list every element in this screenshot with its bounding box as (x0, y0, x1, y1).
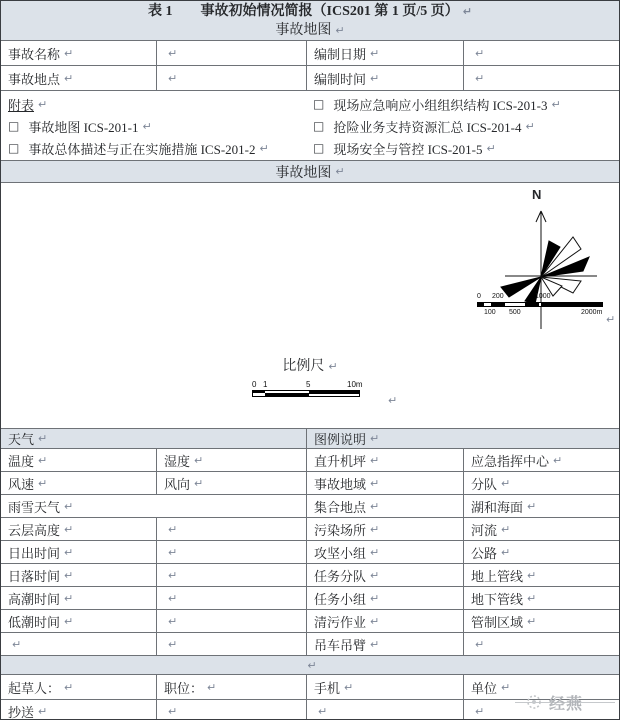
weather-value-cell[interactable] (156, 541, 306, 563)
return-mark: ↵ (606, 313, 616, 326)
return-mark: ↵ (64, 568, 74, 582)
table-row-incident-location (1, 66, 619, 91)
cc-field[interactable] (156, 700, 306, 720)
weather-value-cell[interactable] (156, 472, 306, 494)
legend-cell (306, 472, 463, 494)
attachment-item-ics-201-2: □ 事故总体描述与正在实施措施 ICS-201-2 ↵ (8, 141, 269, 157)
table-row (1, 633, 619, 656)
return-mark: ↵ (370, 614, 380, 628)
checkbox-icon[interactable]: □ (8, 119, 20, 133)
legend-cell-text: 事故地域 (314, 476, 367, 492)
return-mark: ↵ (64, 499, 74, 513)
attachment-item-ics-201-5: □ 现场安全与管控 ICS-201-5 ↵ (313, 141, 496, 157)
return-mark: ↵ (370, 71, 380, 85)
weather-cell (1, 472, 156, 494)
table-row (1, 587, 619, 610)
table-row-incident-name (1, 41, 619, 66)
return-mark: ↵ (462, 4, 472, 18)
position-label: 职位： ↵ (156, 675, 306, 699)
form-subtitle (1, 21, 619, 40)
return-mark: ↵ (527, 568, 537, 582)
legend-cell (306, 633, 463, 655)
return-mark: ↵ (370, 522, 380, 536)
checkbox-icon[interactable]: □ (313, 119, 325, 133)
return-mark: ↵ (328, 360, 338, 373)
return-mark: ↵ (64, 614, 74, 628)
legend-cell-text: 地下管线 (471, 591, 524, 607)
weather-cell (1, 587, 156, 609)
weather-value-cell[interactable] (156, 449, 306, 471)
legend-cell (463, 472, 619, 494)
return-mark: ↵ (38, 97, 48, 111)
incident-name-label: 事故名称 ↵ (8, 46, 74, 62)
attachment-item-ics-201-4: □ 抢险业务支持资源汇总 ICS-201-4 ↵ (313, 119, 535, 135)
mobile-label: 手机 ↵ (306, 675, 463, 699)
scale-tick-label: 100 (484, 309, 496, 316)
attachments-section (1, 91, 619, 161)
incident-map-band (1, 161, 619, 183)
weather-value-cell[interactable] (156, 564, 306, 586)
scale-tick-label: 0 (477, 293, 481, 300)
legend-cell (463, 495, 619, 517)
return-mark: ↵ (142, 119, 152, 133)
return-mark: ↵ (307, 658, 317, 672)
scale-tick-label: 5 (306, 380, 311, 389)
checkbox-icon[interactable]: □ (8, 141, 20, 155)
return-mark: ↵ (370, 545, 380, 559)
legend-cell-text: 任务分队 (314, 568, 367, 584)
legend-cell-text: 吊车吊臂 (314, 637, 367, 653)
return-mark: ↵ (64, 46, 74, 60)
table-row (1, 518, 619, 541)
weather-cell-text: 高潮时间 (8, 591, 61, 607)
legend-cell (463, 564, 619, 586)
return-mark: ↵ (475, 71, 485, 85)
attachments-heading: 附表 ↵ (8, 97, 48, 113)
return-mark: ↵ (64, 522, 74, 536)
weather-value-cell[interactable] (156, 610, 306, 632)
return-mark: ↵ (335, 165, 345, 178)
watermark-text: 经燕 (549, 696, 584, 713)
return-mark: ↵ (168, 637, 178, 651)
return-mark: ↵ (38, 704, 48, 718)
incident-map-area (1, 183, 619, 429)
return-mark: ↵ (551, 97, 561, 111)
form-header (1, 1, 619, 41)
legend-cell-text: 公路 (471, 545, 498, 561)
weather-value-cell-text: 湿度 (164, 453, 191, 469)
return-mark: ↵ (527, 499, 537, 513)
weather-value-cell[interactable] (156, 587, 306, 609)
legend-cell-text: 湖和海面 (471, 499, 524, 515)
legend-cell (463, 449, 619, 471)
legend-cell-text: 集合地点 (314, 499, 367, 515)
legend-cell-text: 直升机坪 (314, 453, 367, 469)
checkbox-icon[interactable]: □ (313, 141, 325, 155)
legend-cell (306, 495, 463, 517)
scale-tick-label: 500 (509, 309, 521, 316)
weather-legend-grid (1, 449, 619, 656)
legend-cell-text: 应急指挥中心 (471, 453, 550, 469)
return-mark: ↵ (501, 476, 511, 490)
unit-label: 单位 ↵ (463, 675, 619, 699)
return-mark: ↵ (318, 704, 328, 718)
legend-cell-text: 管制区域 (471, 614, 524, 630)
return-mark: ↵ (168, 71, 178, 85)
weather-cell (1, 633, 156, 655)
return-mark: ↵ (370, 499, 380, 513)
legend-cell (306, 564, 463, 586)
separator-band-cell (1, 656, 619, 674)
return-mark: ↵ (475, 637, 485, 651)
legend-band-title: 图例说明 ↵ (306, 429, 619, 448)
return-mark: ↵ (370, 46, 380, 60)
table-row (1, 495, 619, 518)
weather-cell-text: 低潮时间 (8, 614, 61, 630)
weather-cell (1, 610, 156, 632)
weather-cell-text: 日出时间 (8, 545, 61, 561)
return-mark: ↵ (501, 522, 511, 536)
legend-cell (306, 449, 463, 471)
weather-cell-text: 云层高度 (8, 522, 61, 538)
return-mark: ↵ (64, 545, 74, 559)
legend-cell (306, 587, 463, 609)
incident-location-label: 事故地点 ↵ (8, 71, 74, 87)
map-scale-bar (477, 293, 603, 317)
table-row (1, 610, 619, 633)
return-mark: ↵ (527, 614, 537, 628)
return-mark: ↵ (370, 591, 380, 605)
table-row (1, 449, 619, 472)
weather-cell (1, 449, 156, 471)
weather-cell-text: 风速 (8, 476, 35, 492)
scale-legend-title: 比例尺 ↵ (282, 359, 338, 374)
table-row (1, 472, 619, 495)
scale-tick-label: 200 (492, 293, 504, 300)
compass-north-label: N (532, 187, 542, 202)
watermark (515, 689, 615, 715)
return-mark: ↵ (38, 453, 48, 467)
legend-cell (306, 541, 463, 563)
return-mark: ↵ (38, 432, 48, 445)
weather-cell (1, 518, 156, 540)
weather-cell-text: 日落时间 (8, 568, 61, 584)
table-row (1, 541, 619, 564)
scale-tick-label: 1 (263, 380, 268, 389)
weather-cell (1, 495, 306, 517)
weather-legend-band (1, 429, 619, 449)
return-mark: ↵ (194, 476, 204, 490)
return-mark: ↵ (64, 680, 74, 694)
legend-cell (463, 633, 619, 655)
return-mark: ↵ (527, 591, 537, 605)
return-mark: ↵ (475, 46, 485, 60)
weather-cell (1, 541, 156, 563)
return-mark: ↵ (475, 704, 485, 718)
weather-cell-text: 温度 (8, 453, 35, 469)
legend-cell-text: 河流 (471, 522, 498, 538)
weather-value-cell[interactable] (156, 518, 306, 540)
return-mark: ↵ (207, 680, 217, 694)
separator-band (1, 656, 619, 675)
legend-cell-text: 清污作业 (314, 614, 367, 630)
cc-field[interactable] (306, 700, 463, 720)
return-mark: ↵ (370, 453, 380, 467)
prepared-date-label: 编制日期 ↵ (306, 41, 463, 65)
attachments-left-column (1, 91, 306, 160)
return-mark: ↵ (525, 119, 535, 133)
legend-cell-text: 污染场所 (314, 522, 367, 538)
legend-scale-bar (252, 380, 363, 399)
legend-cell-text: 分队 (471, 476, 498, 492)
return-mark: ↵ (370, 568, 380, 582)
return-mark: ↵ (64, 71, 74, 85)
return-mark: ↵ (553, 453, 563, 467)
compass-rose-icon (461, 201, 620, 341)
attachment-item-ics-201-3: □ 现场应急响应小组组织结构 ICS-201-3 ↵ (313, 97, 561, 113)
legend-cell-text: 地上管线 (471, 568, 524, 584)
checkbox-icon[interactable]: □ (313, 97, 325, 111)
return-mark: ↵ (12, 637, 22, 651)
return-mark: ↵ (64, 591, 74, 605)
prepared-date-field[interactable] (463, 41, 619, 65)
legend-cell (463, 610, 619, 632)
form-title (1, 2, 619, 21)
return-mark: ↵ (168, 704, 178, 718)
return-mark: ↵ (501, 680, 511, 694)
author-label: 起草人： ↵ (8, 680, 74, 696)
legend-cell-text: 任务小组 (314, 591, 367, 607)
return-mark: ↵ (501, 545, 511, 559)
legend-cell-text: 攻坚小组 (314, 545, 367, 561)
return-mark: ↵ (194, 453, 204, 467)
prepared-time-field[interactable] (463, 66, 619, 90)
legend-cell (463, 518, 619, 540)
attachment-item-ics-201-1: □ 事故地图 ICS-201-1 ↵ (8, 119, 152, 135)
legend-cell (463, 541, 619, 563)
return-mark: ↵ (168, 545, 178, 559)
return-mark: ↵ (168, 591, 178, 605)
return-mark: ↵ (370, 432, 380, 445)
return-mark: ↵ (168, 46, 178, 60)
cc-label: 抄送 ↵ (8, 704, 48, 720)
form-title-text: 表 1 事故初始情况简报（ICS201 第 1 页/5 页） (148, 3, 459, 19)
legend-cell (463, 587, 619, 609)
weather-value-cell-text: 风向 (164, 476, 191, 492)
scale-tick-label: 10m (347, 380, 363, 389)
legend-cell (306, 518, 463, 540)
return-mark: ↵ (344, 680, 354, 694)
prepared-time-label: 编制时间 ↵ (306, 66, 463, 90)
table-row (1, 564, 619, 587)
return-mark: ↵ (335, 23, 345, 37)
form-subtitle-text: 事故地图 (275, 22, 332, 38)
weather-band-title: 天气 ↵ (8, 432, 48, 447)
return-mark: ↵ (370, 637, 380, 651)
return-mark: ↵ (370, 476, 380, 490)
incident-location-field[interactable] (156, 66, 306, 90)
weather-cell (1, 564, 156, 586)
return-mark: ↵ (168, 568, 178, 582)
return-mark: ↵ (259, 141, 269, 155)
watermark-flower-icon (525, 693, 543, 711)
legend-cell (306, 610, 463, 632)
return-mark: ↵ (168, 614, 178, 628)
return-mark: ↵ (38, 476, 48, 490)
weather-cell-text: 雨雪天气 (8, 499, 61, 515)
weather-value-cell[interactable] (156, 633, 306, 655)
return-mark: ↵ (168, 522, 178, 536)
scale-tick-label: 2000m (581, 309, 603, 316)
return-mark: ↵ (486, 141, 496, 155)
scale-tick-label: 0 (252, 380, 257, 389)
incident-name-field[interactable] (156, 41, 306, 65)
return-mark: ↵ (388, 394, 398, 407)
scale-tick-label: 1000 (535, 293, 551, 300)
incident-map-band-title: 事故地图 ↵ (275, 165, 345, 181)
attachments-right-column (306, 91, 619, 160)
